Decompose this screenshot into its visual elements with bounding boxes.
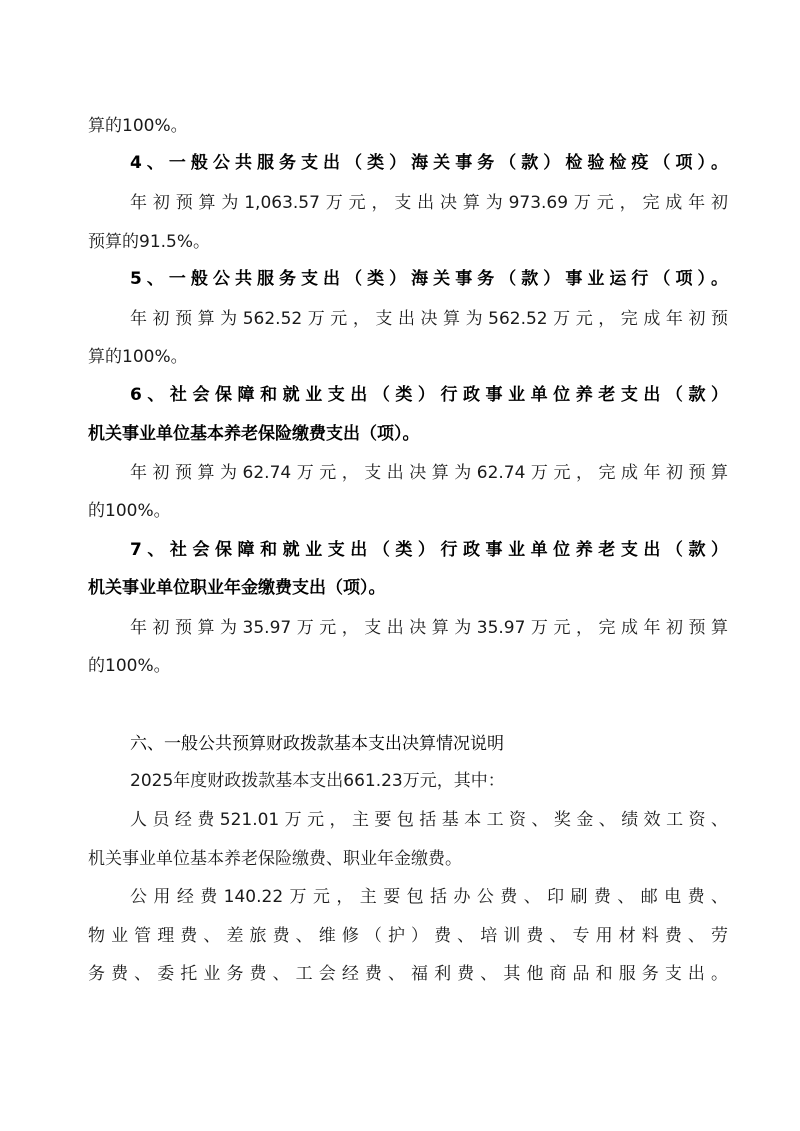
item-6-body-line-1: 年初预算为62.74万元，支出决算为62.74万元，完成年初预算 xyxy=(130,463,728,483)
item-4-body-line-1: 年初预算为1,063.57万元，支出决算为973.69万元，完成年初 xyxy=(130,193,728,213)
item-5-heading: 5、一般公共服务支出（类）海关事务（款）事业运行（项）。 xyxy=(130,269,728,289)
item-6-body-line-2: 的100%。 xyxy=(88,501,171,521)
item-6-heading-line-1: 6、社会保障和就业支出（类）行政事业单位养老支出（款） xyxy=(130,385,728,405)
personnel-expense-line-2: 机关事业单位基本养老保险缴费、职业年金缴费。 xyxy=(88,849,462,869)
item-4-heading: 4、一般公共服务支出（类）海关事务（款）检验检疫（项）。 xyxy=(130,153,728,173)
item-7-heading-line-2: 机关事业单位职业年金缴费支出（项）。 xyxy=(88,578,386,598)
item-7-heading-line-1: 7、社会保障和就业支出（类）行政事业单位养老支出（款） xyxy=(130,540,728,560)
personnel-expense-line-1: 人员经费521.01万元，主要包括基本工资、奖金、绩效工资、 xyxy=(130,810,728,830)
item-5-body-line-2: 算的100%。 xyxy=(88,347,188,367)
public-expense-line-2: 物业管理费、差旅费、维修（护）费、培训费、专用材料费、劳 xyxy=(88,926,728,946)
item-7-body-line-2: 的100%。 xyxy=(88,656,171,676)
section-6-title: 六、一般公共预算财政拨款基本支出决算情况说明 xyxy=(130,734,504,754)
paragraph-continuation: 算的100%。 xyxy=(88,116,188,136)
item-7-body-line-1: 年初预算为35.97万元，支出决算为35.97万元，完成年初预算 xyxy=(130,618,728,638)
public-expense-line-1: 公用经费140.22万元，主要包括办公费、印刷费、邮电费、 xyxy=(130,887,728,907)
public-expense-line-3: 务费、委托业务费、工会经费、福利费、其他商品和服务支出。 xyxy=(88,964,728,984)
item-5-body-line-1: 年初预算为562.52万元，支出决算为562.52万元，完成年初预 xyxy=(130,309,728,329)
item-4-body-line-2: 预算的91.5%。 xyxy=(88,232,211,252)
section-6-intro: 2025年度财政拨款基本支出661.23万元，其中： xyxy=(130,771,505,791)
item-6-heading-line-2: 机关事业单位基本养老保险缴费支出（项）。 xyxy=(88,424,420,444)
